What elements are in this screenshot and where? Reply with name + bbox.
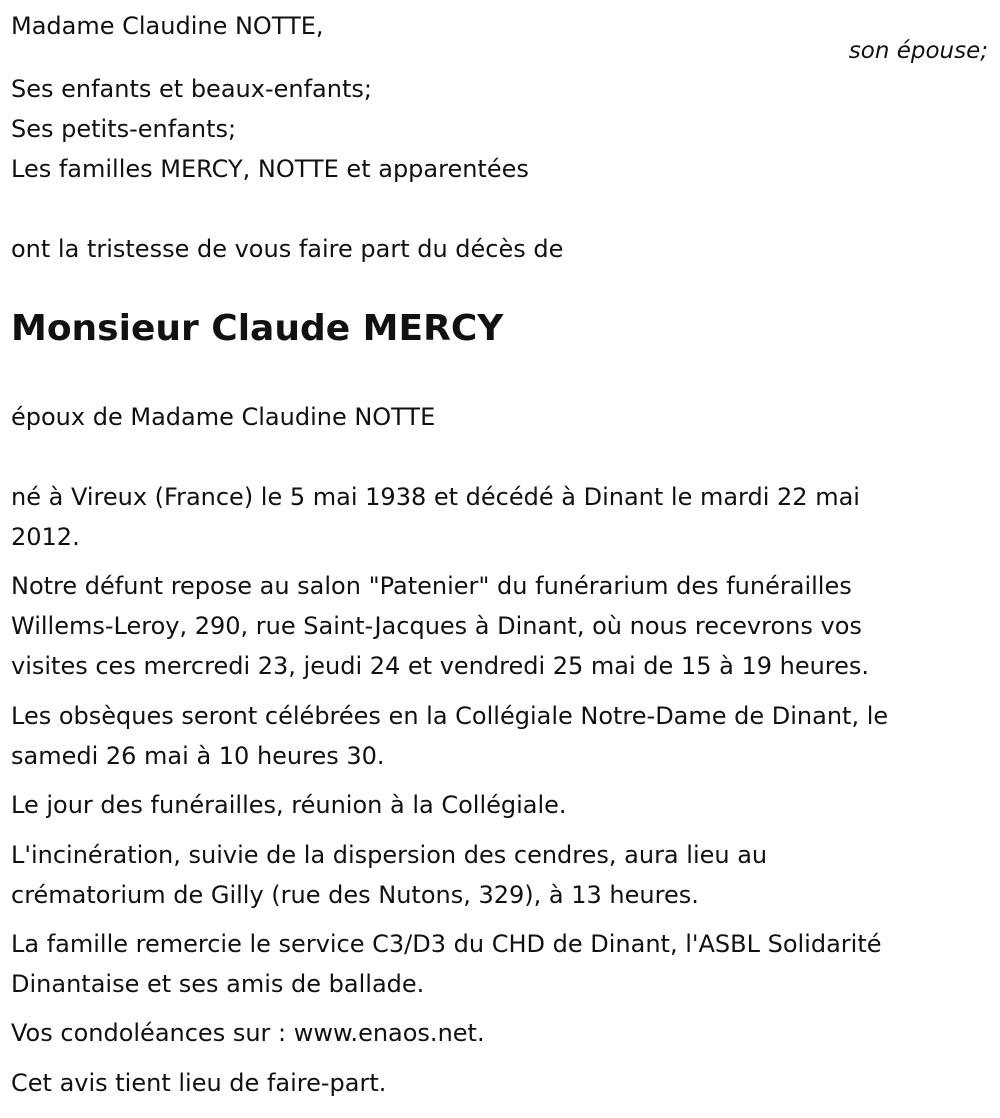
funeral-line-1: Les obsèques seront célébrées en la Collégiale Notre-Dame de Dinant, le [11,702,889,730]
funeral-line-2: samedi 26 mai à 10 heures 30. [11,742,385,770]
thanks-line-2: Dinantaise et ses amis de ballade. [11,970,425,998]
family-children: Ses enfants et beaux-enfants; [11,75,372,103]
cremation-line-1: L'incinération, suivie de la dispersion des cendres, aura lieu au [11,841,768,869]
rest-place-line-1: Notre défunt repose au salon "Patenier" du funérarium des funérailles [11,572,852,600]
spouse-of-text: époux de Madame Claudine NOTTE [11,403,436,431]
condolences-text: Vos condoléances sur : [11,1019,294,1047]
family-relatives: Les familles MERCY, NOTTE et apparentées [11,155,529,183]
spouse-line: Madame Claudine NOTTE, [11,12,324,40]
closing-text: Cet avis tient lieu de faire-part. [11,1069,387,1097]
thanks-line-1: La famille remercie le service C3/D3 du CHD de Dinant, l'ASBL Solidarité [11,930,882,958]
birth-death-line-2: 2012. [11,523,80,551]
condolences-link[interactable]: www.enaos.net [293,1019,477,1047]
meeting-text: Le jour des funérailles, réunion à la Collégiale. [11,791,567,819]
birth-death-line-1: né à Vireux (France) le 5 mai 1938 et décédé à Dinant le mardi 22 mai [11,483,860,511]
condolences-line [11,1013,485,1053]
family-grandchildren: Ses petits-enfants; [11,115,237,143]
spouse-role: son épouse; [848,38,988,64]
rest-place-line-2: Willems-Leroy, 290, rue Saint-Jacques à Dinant, où nous recevrons vos [11,612,862,640]
condolences-end: . [476,1019,485,1047]
rest-place-line-3: visites ces mercredi 23, jeudi 24 et vendredi 25 mai de 15 à 19 heures. [11,652,870,680]
deceased-name: Monsieur Claude MERCY [11,308,504,349]
announcement-text: ont la tristesse de vous faire part du décès de [11,235,564,263]
cremation-line-2: crématorium de Gilly (rue des Nutons, 329), à 13 heures. [11,881,699,909]
